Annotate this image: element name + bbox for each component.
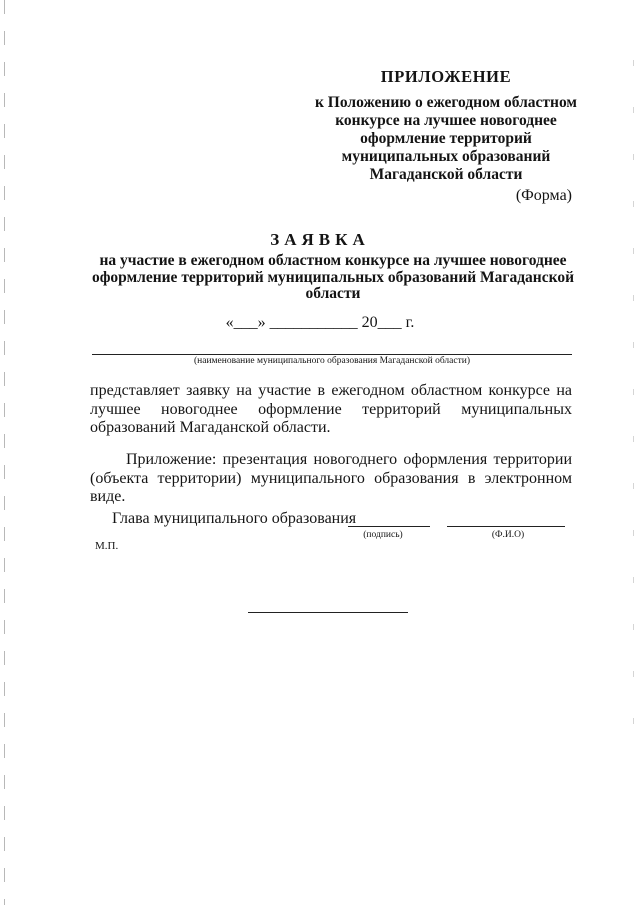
closing-rule [248, 612, 408, 613]
appendix-line: муниципальных образований [341, 148, 551, 165]
form-mark: (Форма) [515, 187, 572, 204]
full-name-line [447, 526, 565, 527]
signature-caption: (подпись) [363, 530, 403, 540]
body-paragraph-request: представляет заявку на участие в ежегодном областном конкурсе на лучшее новогоднее оформление территорий муниципальных образований Магаданской области. [90, 382, 572, 436]
full-name-caption: (Ф.И.О) [491, 530, 525, 540]
signature-label: Глава муниципального образования [112, 510, 357, 527]
appendix-line: к Положению о ежегодном областном [315, 94, 577, 111]
scan-edge-left [4, 0, 5, 905]
scan-edge-right [633, 60, 634, 760]
appendix-line: Магаданской области [369, 166, 523, 183]
date-line: «___» ___________ 20___ г. [225, 314, 415, 331]
document-subtitle [90, 253, 576, 303]
document-title: ЗАЯВКА [270, 230, 370, 249]
signature-line [348, 526, 430, 527]
appendix-title: ПРИЛОЖЕНИЕ [380, 67, 512, 86]
appendix-line: конкурсе на лучшее новогоднее [335, 112, 557, 129]
subtitle-line: оформление территорий муниципальных образований Магаданской [91, 268, 575, 286]
subtitle-line: на участие в ежегодном областном конкурсе на лучшее новогоднее [99, 252, 567, 269]
seal-mark: М.П. [95, 540, 119, 552]
appendix-line: оформление территорий [360, 130, 532, 147]
subtitle-line: области [305, 285, 361, 302]
municipality-name-line [92, 354, 572, 355]
appendix-block [300, 68, 592, 184]
body-paragraph-attachment: Приложение: презентация новогоднего оформления территории (объекта территории) муниципального образования в электронном виде. [90, 451, 572, 505]
municipality-name-caption: (наименование муниципального образования Магаданской области) [194, 356, 470, 366]
